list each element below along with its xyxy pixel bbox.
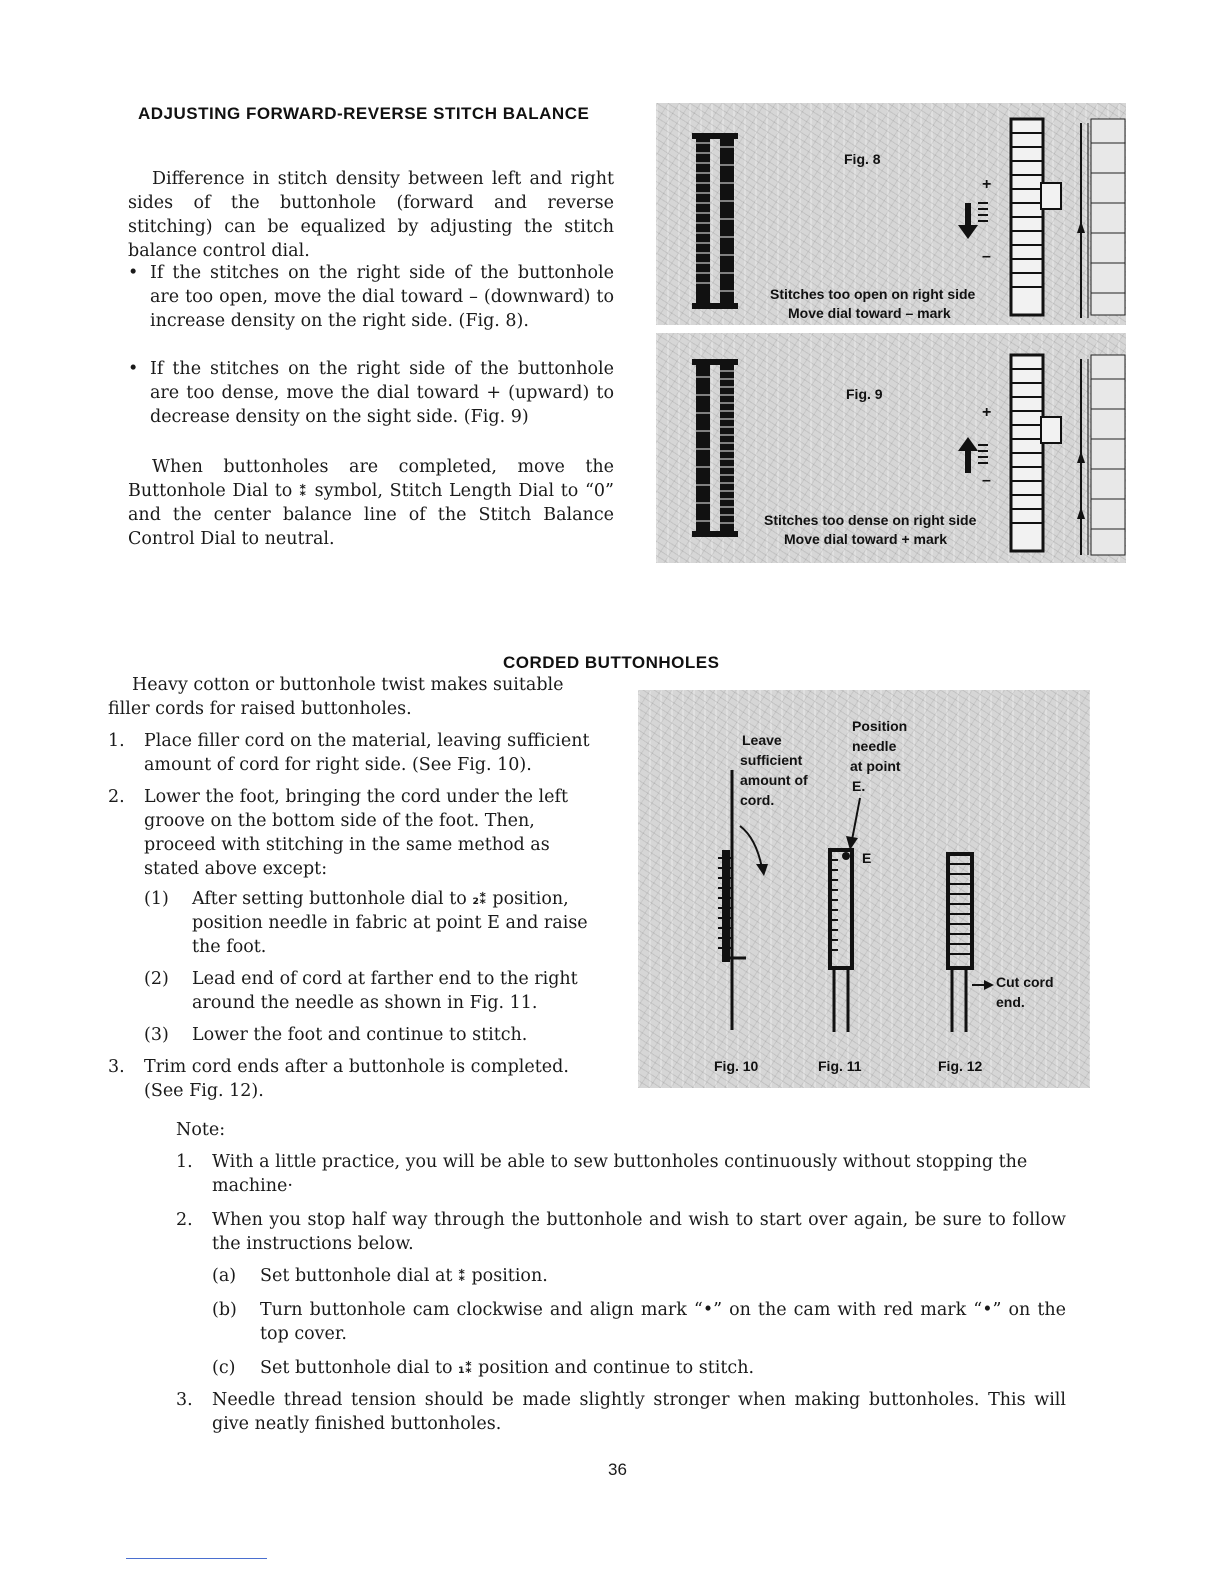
bullet-item: [128, 357, 614, 429]
step-item: [108, 785, 594, 881]
corded-steps: [108, 729, 594, 1103]
substeps: [108, 887, 594, 1047]
stitch-balance-bullets: [128, 261, 614, 429]
step-text: Place filler cord on the material, leaving sufficient amount of cord for right side. (See Fig. 10).: [144, 731, 590, 775]
note-subitem: [212, 1298, 1066, 1346]
leave-label-line2: sufficient: [740, 752, 803, 768]
fig8-plus-mark: +: [982, 176, 992, 193]
note-subitem: [212, 1264, 1066, 1288]
corded-intro: Heavy cotton or buttonhole twist makes suitable filler cords for raised buttonholes.: [108, 675, 564, 719]
fig10-label: Fig. 10: [714, 1058, 759, 1074]
fig9-plus-mark: +: [982, 404, 992, 421]
step-number: 2.: [108, 787, 125, 807]
note-subitem-text: [260, 1264, 1066, 1288]
step-number: 1.: [108, 731, 125, 751]
leave-label-line1: Leave: [742, 732, 782, 748]
closing-text-part2: symbol, Stitch Length Dial to “0” and the center balance line of the Stitch Balance Control Dial to neutral.: [128, 481, 614, 549]
substep-item: [144, 887, 594, 959]
fig8-caption-line1: Stitches too open on right side: [770, 286, 976, 302]
note-number: 1.: [176, 1152, 193, 1172]
buttonhole-position-1-icon: ₁⁑: [458, 1359, 473, 1377]
substep-item: [144, 967, 594, 1015]
note-text: When you stop half way through the buttonhole and wish to start over again, be sure to follow the instructions below.: [212, 1210, 1066, 1254]
substep-text: Lower the foot and continue to stitch.: [192, 1025, 528, 1045]
fig12-label: Fig. 12: [938, 1058, 983, 1074]
fig9-minus-mark: –: [982, 472, 991, 489]
fig8-minus-mark: –: [982, 248, 991, 265]
note-subitems: [176, 1264, 1066, 1380]
note-subitem-mark: (c): [212, 1358, 236, 1378]
note-subitem-text-part1: Set buttonhole dial to: [260, 1358, 453, 1378]
note-subitem: [212, 1356, 1066, 1380]
closing-text-part1: When buttonholes are completed, move the Buttonhole Dial to: [128, 457, 614, 501]
substep-text: [192, 887, 594, 959]
note-item: [176, 1208, 1066, 1256]
position-label-line4: E.: [852, 778, 866, 794]
note-title: Note:: [176, 1120, 226, 1140]
page-number: 36: [608, 1460, 627, 1479]
note-list: [176, 1150, 1066, 1436]
stitch-balance-closing: [128, 455, 614, 551]
note-subitem-text: [260, 1356, 1066, 1380]
bullet-item: [128, 261, 614, 333]
buttonhole-position-2-icon: ₂⁑: [472, 890, 487, 908]
note-subitem-text-part2: position.: [471, 1266, 548, 1286]
step-item: [108, 729, 594, 777]
leave-label-line4: cord.: [740, 792, 775, 808]
cut-cord-label-line1: Cut cord: [996, 974, 1054, 990]
section-heading-stitch-balance: ADJUSTING FORWARD-REVERSE STITCH BALANCE: [138, 104, 590, 123]
note-item: [176, 1388, 1066, 1436]
note-subitem-mark: (b): [212, 1300, 237, 1320]
bullet-mark: •: [128, 263, 139, 283]
substep-text: Lead end of cord at farther end to the right around the needle as shown in Fig. 11.: [192, 969, 578, 1013]
substep-mark: (1): [144, 889, 169, 909]
note-subitem-text-part2: position and continue to stitch.: [478, 1358, 755, 1378]
cut-cord-label-line2: end.: [996, 994, 1025, 1010]
position-label-line3: at point: [850, 758, 901, 774]
section-heading-corded-buttonholes: CORDED BUTTONHOLES: [503, 653, 720, 672]
buttonhole-symbol-icon: ⁑: [298, 482, 308, 500]
fig8-title: Fig. 8: [844, 151, 881, 167]
substep-mark: (3): [144, 1025, 169, 1045]
note-subitem-text: Turn buttonhole cam clockwise and align mark “•” on the cam with red mark “•” on the top cover.: [260, 1300, 1066, 1344]
step-number: 3.: [108, 1057, 125, 1077]
fig9-caption-line2: Move dial toward + mark: [784, 531, 947, 547]
position-label-line1: Position: [852, 718, 908, 734]
note-text: Needle thread tension should be made slightly stronger when making buttonholes. This will give neatly finished buttonholes.: [212, 1390, 1066, 1434]
substep-mark: (2): [144, 969, 169, 989]
fig9-title: Fig. 9: [846, 386, 883, 402]
substep-text-part2: position, position needle in fabric at point E and raise the foot.: [192, 889, 588, 957]
buttonhole-symbol-icon: ⁑: [458, 1267, 466, 1285]
note-text: With a little practice, you will be able to sew buttonholes continuously without stopping the machine·: [212, 1152, 1028, 1196]
fig9-caption-line1: Stitches too dense on right side: [764, 512, 977, 528]
step-text: Trim cord ends after a buttonhole is completed. (See Fig. 12).: [144, 1057, 569, 1101]
note-subitem-mark: (a): [212, 1266, 237, 1286]
substep-text-part1: After setting buttonhole dial to: [192, 889, 467, 909]
bottom-rule: [126, 1558, 267, 1559]
bullet-mark: •: [128, 359, 139, 379]
note-item: [176, 1150, 1066, 1198]
figure-9: [656, 333, 1126, 563]
bullet-text: If the stitches on the right side of the buttonhole are too open, move the dial toward – (downward) to increase density on the right side. (Fig. 8).: [150, 263, 614, 331]
step-text: Lower the foot, bringing the cord under the left groove on the bottom side of the foot. Then, proceed with stitching in the same method as stated above except:: [144, 787, 569, 879]
figure-10-12: [638, 690, 1090, 1088]
note-number: 3.: [176, 1390, 193, 1410]
point-e-label: E: [862, 850, 872, 866]
figure-8: [656, 103, 1126, 325]
note-subitem-text-part1: Set buttonhole dial at: [260, 1266, 453, 1286]
step-item: [108, 1055, 594, 1103]
bullet-text: If the stitches on the right side of the buttonhole are too dense, move the dial toward + (upward) to decrease density on the sight side. (Fig. 9): [150, 359, 614, 427]
fig8-caption-line2: Move dial toward – mark: [788, 305, 951, 321]
leave-label-line3: amount of: [740, 772, 808, 788]
figure-9-illustration: [656, 333, 1126, 563]
note-number: 2.: [176, 1210, 193, 1230]
position-label-line2: needle: [852, 738, 897, 754]
stitch-balance-intro: Difference in stitch density between left and right sides of the buttonhole (forward and reverse stitching) can be equalized by adjusting the stitch balance control dial.: [128, 169, 614, 261]
substep-item: [144, 1023, 594, 1047]
fig11-label: Fig. 11: [818, 1058, 862, 1074]
